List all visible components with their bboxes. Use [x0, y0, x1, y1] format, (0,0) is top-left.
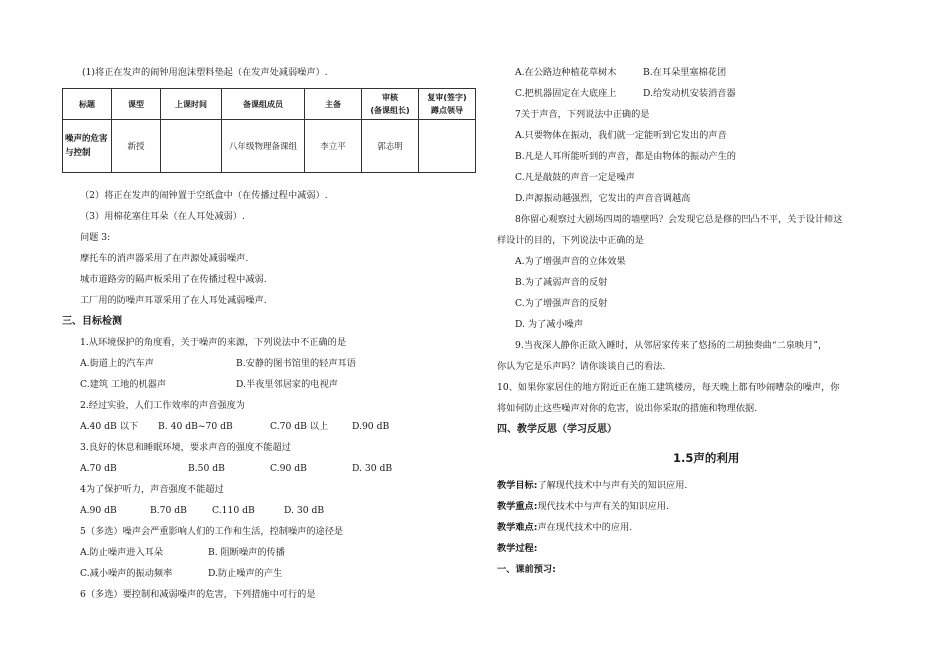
section-heading: 三、目标检测 [62, 316, 122, 327]
option: B.70 dB [150, 505, 187, 516]
info-line [497, 480, 687, 492]
option: D.声源振动越强烈，它发出的声音音调越高 [515, 193, 691, 204]
option: B.安静的图书馆里的轻声耳语 [236, 358, 356, 369]
table-cell: 新授 [112, 120, 161, 173]
option: C.为了增强声音的反射 [515, 298, 608, 309]
option: A.街道上的汽车声 [80, 358, 154, 369]
option: D. 30 dB [284, 505, 325, 516]
option: C.90 dB [270, 463, 307, 474]
info-value: 了解现代技术中与声有关的知识应用. [537, 480, 688, 491]
option: B.凡是人耳所能听到的声音，都是由物体的振动产生的 [515, 151, 736, 162]
option: A.在公路边种植花草树木 [515, 67, 617, 78]
table-cell: 李立平 [305, 120, 362, 173]
option: D.90 dB [352, 421, 390, 432]
table-cell [419, 120, 476, 173]
info-line [497, 501, 669, 513]
text-line: （3）用棉花塞住耳朵（在人耳处减弱）. [80, 211, 245, 222]
question-text: 2.经过实验，人们工作效率的声音强度为 [80, 400, 245, 411]
option: A.90 dB [80, 505, 117, 516]
question-text: 3.良好的休息和睡眠环境，要求声音的强度不能超过 [80, 442, 291, 453]
option: C.70 dB 以上 [270, 421, 329, 432]
option: B.在耳朵里塞棉花团 [643, 67, 727, 78]
option: C.建筑 工地的机器声 [80, 379, 167, 390]
info-value: 声在现代技术中的应用. [537, 522, 633, 533]
question-text: 样设计的目的，下列说法中正确的是 [497, 235, 644, 246]
table-header-cell: 标题 [63, 89, 112, 120]
option: D.半夜里邻居家的电视声 [236, 379, 338, 390]
option: A.只要物体在振动，我们就一定能听到它发出的声音 [515, 130, 727, 141]
option: A.70 dB [80, 463, 117, 474]
question-text: 将如何防止这些噪声对你的危害，说出你采取的措施和物理依据. [497, 403, 758, 414]
table-header-cell: 审核 (备课组长) [362, 89, 419, 120]
question-text: 6（多选）要控制和减弱噪声的危害，下列措施中可行的是 [80, 589, 316, 600]
option: D.给发动机安装消音器 [643, 88, 736, 99]
info-line [497, 522, 632, 534]
question-text: 7关于声音，下列说法中正确的是 [515, 109, 650, 120]
option: A.防止噪声进入耳朵 [80, 547, 164, 558]
table-header-cell: 复审(签字) 蹲点领导 [419, 89, 476, 120]
text-line: 摩托车的消声器采用了在声源处减弱噪声. [80, 253, 249, 264]
table-row [63, 120, 476, 173]
text-line: （2）将正在发声的闹钟置于空纸盒中（在传播过程中减弱）. [80, 190, 328, 201]
section-heading: 四、教学反思（学习反思） [497, 424, 617, 435]
option: D. 为了减小噪声 [515, 319, 584, 330]
question-text: 你认为它是乐声吗？请你谈谈自己的看法. [497, 361, 666, 372]
option: D. 30 dB [352, 463, 393, 474]
option: D.防止噪声的产生 [208, 568, 283, 579]
question-text: 5（多选）噪声会严重影响人们的工作和生活，控制噪声的途径是 [80, 526, 344, 537]
option: B.为了减弱声音的反射 [515, 277, 608, 288]
question-text: 10、如果你家居住的地方附近正在施工建筑楼房，每天晚上都有吵闹嘈杂的噪声，你 [497, 382, 840, 393]
table-cell [161, 120, 222, 173]
option: C.110 dB [212, 505, 255, 516]
option: B. 40 dB~70 dB [158, 421, 233, 432]
option: A.为了增强声音的立体效果 [515, 256, 626, 267]
table-header-cell: 上课时间 [161, 89, 222, 120]
text-line: 问题 3: [80, 232, 111, 243]
info-label: 教学重点: [497, 501, 538, 512]
table-header-row [63, 89, 476, 120]
text-line: (1)将正在发声的闹钟用泡沫塑料垫起（在发声处减弱噪声）. [82, 67, 328, 78]
lesson-title: 1.5声的利用 [673, 451, 740, 465]
lesson-info-table [62, 88, 476, 173]
table-cell: 八年级物理备课组 [222, 120, 305, 173]
option: B.50 dB [188, 463, 225, 474]
info-label: 教学目标: [497, 480, 538, 491]
option: A.40 dB 以下 [80, 421, 139, 432]
option: B. 阻断噪声的传播 [208, 547, 285, 558]
info-label: 教学过程: [497, 543, 538, 554]
question-text: 9.当夜深人静你正欲入睡时，从邻居家传来了悠扬的二胡独奏曲“二泉映月”， [515, 340, 828, 351]
question-text: 4为了保护听力，声音强度不能超过 [80, 484, 224, 495]
question-text: 8你留心观察过大剧场四周的墙壁吗？会发现它总是修的凹凸不平，关于设计师这 [515, 214, 843, 225]
question-text: 1.从环境保护的角度看，关于噪声的来源，下列说法中不正确的是 [80, 337, 347, 348]
text-line: 城市道路旁的隔声板采用了在传播过程中减弱. [80, 274, 267, 285]
option: C.凡是敲鼓的声音一定是噪声 [515, 172, 635, 183]
table-cell: 郭志明 [362, 120, 419, 173]
table-header-cell: 主备 [305, 89, 362, 120]
table-header-cell: 备课组成员 [222, 89, 305, 120]
table-cell: 噪声的危害与控制 [63, 120, 112, 173]
option: C.减小噪声的振动频率 [80, 568, 173, 579]
option: C.把机器固定在大底座上 [515, 88, 617, 99]
table-header-cell: 课型 [112, 89, 161, 120]
info-label: 教学难点: [497, 522, 538, 533]
text-line: 工厂用的防噪声耳罩采用了在人耳处减弱噪声. [80, 295, 267, 306]
info-value: 现代技术中与声有关的知识应用. [537, 501, 669, 512]
subsection-heading: 一、课前预习: [497, 564, 556, 575]
